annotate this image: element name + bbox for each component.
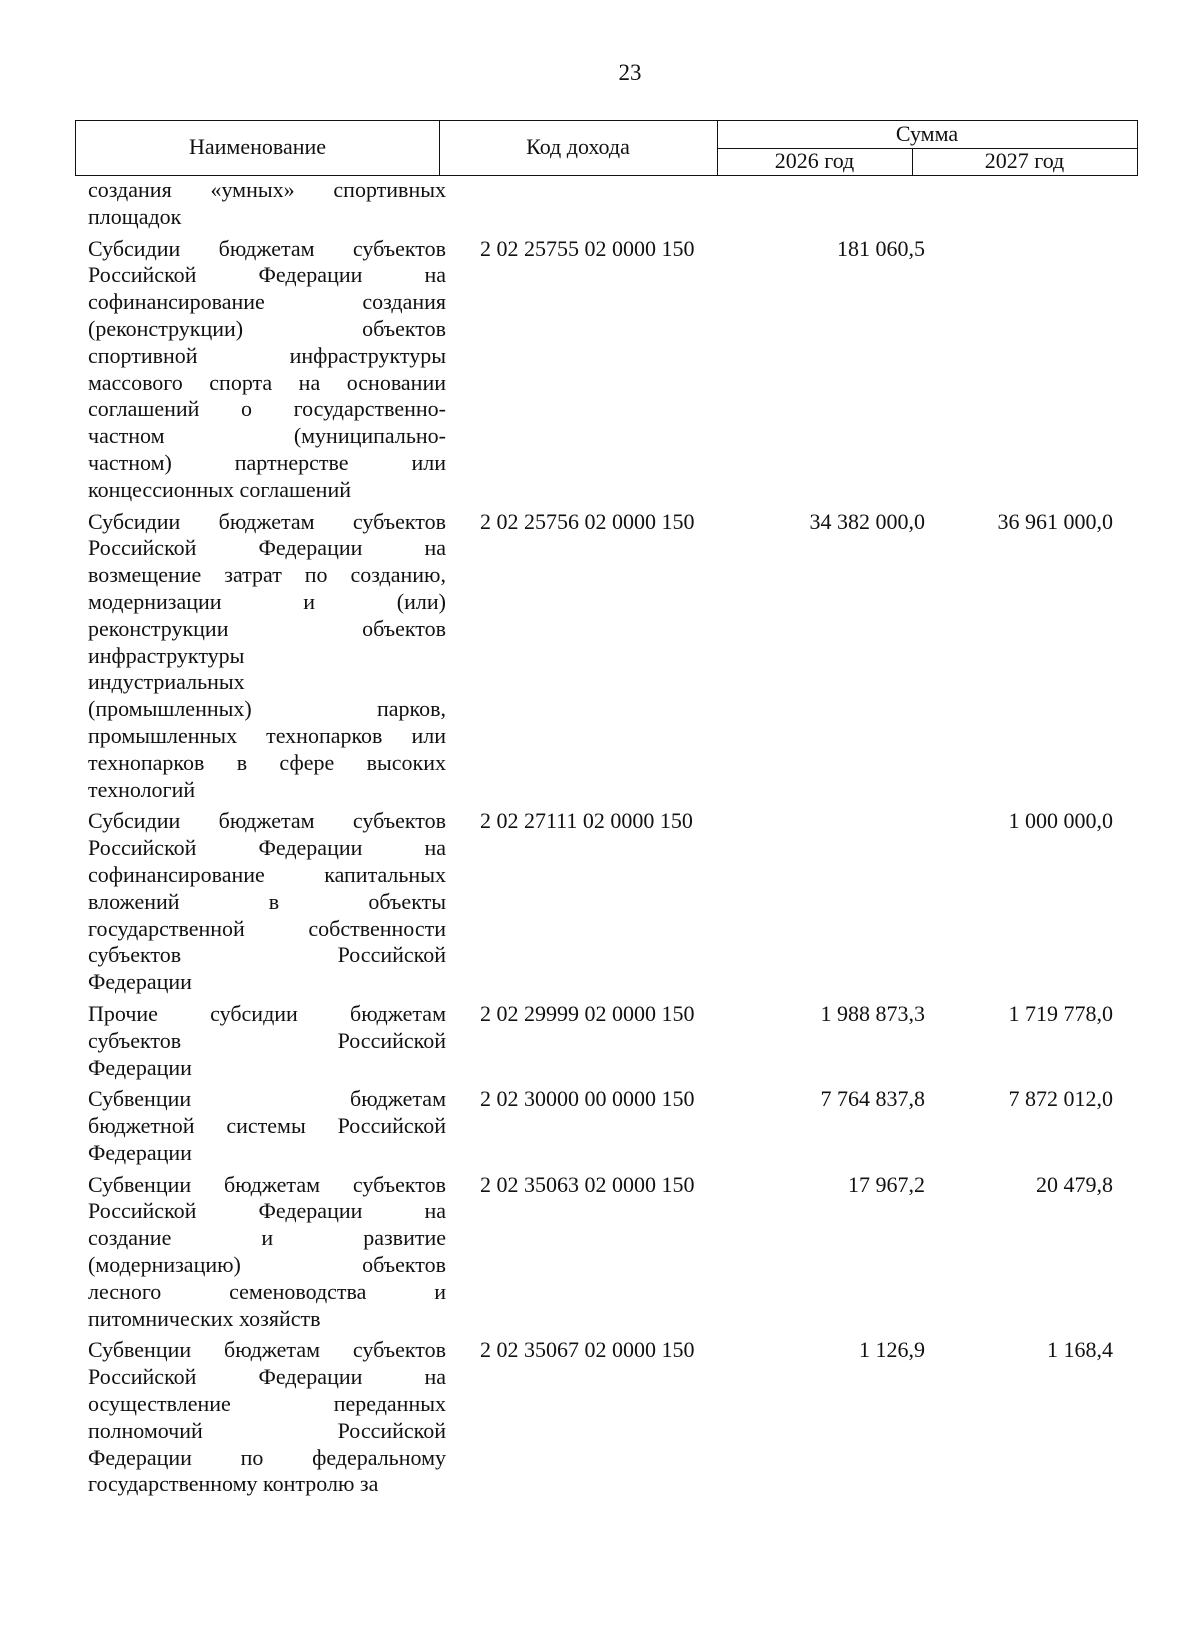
row-name-line: спортивной инфраструктуры — [88, 342, 446, 368]
column-header-2026: 2026 год — [774, 148, 855, 173]
row-name-line: питомнических хозяйств — [88, 1305, 321, 1331]
table-row — [0, 236, 1200, 504]
row-code: 2 02 27111 02 0000 150 — [480, 808, 693, 834]
row-name-line: промышленных технопарков или — [88, 722, 446, 748]
row-name-line: массового спорта на основании — [88, 369, 446, 395]
row-name-line: субъектов Российской — [88, 942, 446, 968]
row-name-line: инфраструктуры — [88, 642, 245, 668]
row-name-line: Субвенции бюджетам субъектов — [88, 1337, 446, 1363]
row-name-line: создание и развитие — [88, 1225, 446, 1251]
row-name-line: концессионных соглашений — [88, 476, 352, 502]
row-code: 2 02 25756 02 0000 150 — [480, 508, 695, 534]
row-name-line: софинансирование капитальных — [88, 861, 446, 887]
row-value-2026: 1 988 873,3 — [820, 1000, 925, 1026]
row-name-line: площадок — [88, 203, 182, 229]
row-name-line: Федерации по федеральному — [88, 1444, 446, 1470]
row-name-line: (модернизацию) объектов — [88, 1252, 446, 1278]
row-name-line: технологий — [88, 776, 196, 802]
row-name — [88, 1086, 446, 1166]
row-name-line: Прочие субсидии бюджетам — [88, 1000, 446, 1026]
table-body — [0, 177, 1200, 1498]
table-row — [0, 808, 1200, 996]
row-name-line: индустриальных — [88, 669, 245, 695]
row-name — [88, 236, 446, 504]
row-name-line: Российской Федерации на — [88, 535, 446, 561]
row-name-line: модернизации и (или) — [88, 588, 446, 614]
table-row — [0, 1172, 1200, 1333]
row-value-2026: 7 764 837,8 — [820, 1086, 925, 1112]
table-header — [75, 120, 1138, 176]
column-header-code: Код дохода — [526, 134, 630, 159]
row-value-2027: 7 872 012,0 — [1008, 1086, 1113, 1112]
column-header-name: Наименование — [188, 134, 327, 159]
row-name-line: лесного семеноводства и — [88, 1278, 446, 1304]
row-name-line: бюджетной системы Российской — [88, 1113, 446, 1139]
row-value-2027: 1 000 000,0 — [1008, 808, 1113, 834]
row-name-line: соглашений о государственно- — [88, 396, 446, 422]
row-name-line: субъектов Российской — [88, 1027, 446, 1053]
row-name-line: Российской Федерации на — [88, 1198, 446, 1224]
table-row — [0, 509, 1200, 804]
row-name-line: полномочий Российской — [88, 1417, 446, 1443]
row-name — [88, 1172, 446, 1333]
row-name — [88, 808, 446, 996]
row-name — [88, 509, 446, 804]
table-row — [0, 177, 1200, 231]
row-name-line: Субвенции бюджетам — [88, 1086, 446, 1112]
row-value-2026: 181 060,5 — [837, 235, 925, 261]
row-value-2026: 1 126,9 — [859, 1337, 925, 1363]
row-value-2027: 1 168,4 — [1047, 1337, 1113, 1363]
row-name-line: Российской Федерации на — [88, 262, 446, 288]
column-header-2027: 2027 год — [984, 148, 1065, 173]
row-code: 2 02 35063 02 0000 150 — [480, 1171, 695, 1197]
row-name-line: государственной собственности — [88, 915, 446, 941]
row-name-line: частном) партнерстве или — [88, 449, 446, 475]
row-name-line: реконструкции объектов — [88, 615, 446, 641]
row-name-line: осуществление переданных — [88, 1391, 446, 1417]
table-row — [0, 1337, 1200, 1498]
row-name-line: Федерации — [88, 1054, 192, 1080]
row-name-line: Субвенции бюджетам субъектов — [88, 1171, 446, 1197]
row-name-line: возмещение затрат по созданию, — [88, 562, 446, 588]
row-name-line: создания «умных» спортивных — [88, 177, 446, 202]
row-name-line: (промышленных) парков, — [88, 696, 446, 722]
row-name-line: Субсидии бюджетам субъектов — [88, 235, 446, 261]
row-name-line: частном (муниципально- — [88, 423, 446, 449]
row-value-2027: 20 479,8 — [1036, 1171, 1113, 1197]
row-value-2026: 34 382 000,0 — [809, 508, 925, 534]
row-name-line: (реконструкции) объектов — [88, 315, 446, 341]
row-name — [88, 1337, 446, 1498]
row-name-line: Российской Федерации на — [88, 835, 446, 861]
table-row — [0, 1086, 1200, 1166]
column-header-sum: Сумма — [895, 121, 959, 146]
row-code: 2 02 35067 02 0000 150 — [480, 1337, 695, 1363]
page-number: 23 — [618, 60, 642, 85]
row-name — [88, 177, 446, 231]
row-value-2027: 36 961 000,0 — [997, 508, 1113, 534]
row-code: 2 02 30000 00 0000 150 — [480, 1086, 695, 1112]
row-name-line: софинансирование создания — [88, 289, 446, 315]
row-name-line: вложений в объекты — [88, 888, 446, 914]
row-name-line: Субсидии бюджетам субъектов — [88, 508, 446, 534]
row-name-line: Субсидии бюджетам субъектов — [88, 808, 446, 834]
row-name-line: Федерации — [88, 1139, 192, 1165]
row-code: 2 02 25755 02 0000 150 — [480, 235, 695, 261]
table-row — [0, 1001, 1200, 1081]
row-name-line: Федерации — [88, 969, 192, 995]
row-code: 2 02 29999 02 0000 150 — [480, 1000, 695, 1026]
row-name-line: государственному контролю за — [88, 1471, 379, 1497]
row-value-2026: 17 967,2 — [848, 1171, 925, 1197]
row-name — [88, 1001, 446, 1081]
row-value-2027: 1 719 778,0 — [1008, 1000, 1113, 1026]
row-name-line: Российской Федерации на — [88, 1364, 446, 1390]
row-name-line: технопарков в сфере высоких — [88, 749, 446, 775]
